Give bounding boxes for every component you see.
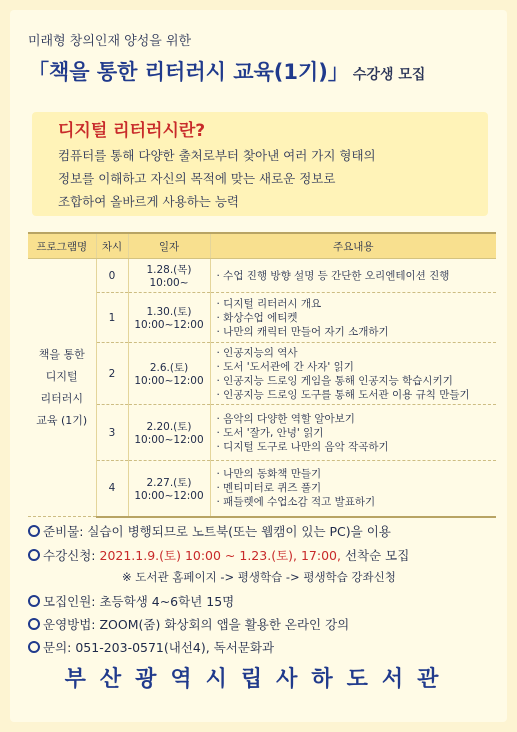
materials-text: 준비물: 실습이 병행되므로 노트북(또는 웹캠이 있는 PC)을 이용	[43, 524, 391, 539]
program-name	[28, 259, 96, 517]
topic-item: · 인공지능 드로잉 게임을 통해 인공지능 학습시키기	[216, 374, 453, 387]
session-date	[128, 293, 210, 343]
topic-item: · 도서 '도서관에 간 사자' 읽기	[216, 360, 354, 373]
program-name-line: 리터러시	[40, 391, 83, 405]
apply-label: 수강신청:	[43, 548, 100, 563]
header-topics: 주요내용	[210, 233, 496, 259]
contact-text: 문의: 051-203-0571(내선4), 독서문화과	[43, 640, 275, 655]
date-day: 1.28.(목)	[146, 264, 192, 276]
definition-line-2: 정보를 이해하고 자신의 목적에 맞는 새로운 정보로	[58, 171, 336, 186]
program-name-line: 책을 통한	[38, 347, 85, 361]
topic-item: · 나만의 캐릭터 만들어 자기 소개하기	[216, 325, 389, 338]
definition-heading: 디지털 리터러시란?	[58, 121, 206, 141]
definition-line-3: 조합하여 올바르게 사용하는 능력	[58, 194, 239, 209]
program-name-line: 디지털	[45, 369, 78, 383]
apply-period: 2021.1.9.(토) 10:00 ~ 1.23.(토), 17:00,	[99, 548, 341, 563]
topic-item: · 인공지능의 역사	[216, 346, 298, 359]
ring-bullet-icon	[28, 549, 40, 561]
topic-item: · 화상수업 에티켓	[216, 311, 298, 324]
session-number: 4	[96, 461, 128, 517]
date-time: 10:00~12:00	[134, 434, 204, 446]
topic-item: · 나만의 동화책 만들기	[216, 468, 322, 481]
date-time: 10:00~12:00	[134, 489, 204, 502]
table-header-row	[28, 233, 496, 259]
info-recruit	[28, 592, 234, 610]
schedule-table	[28, 232, 496, 518]
program-name-line: 교육 (1기)	[36, 413, 88, 427]
topic-item: · 도서 '잘가, 안녕' 읽기	[216, 426, 324, 439]
topic-item: · 패들렛에 수업소감 적고 발표하기	[216, 496, 376, 509]
poster-title	[28, 56, 498, 86]
info-contact	[28, 638, 274, 656]
ring-bullet-icon	[28, 595, 40, 607]
date-day: 1.30.(토)	[146, 306, 192, 318]
ring-bullet-icon	[28, 641, 40, 653]
topic-item: · 수업 진행 방향 설명 등 간단한 오리엔테이션 진행	[216, 269, 450, 282]
date-time: 10:00~12:00	[134, 375, 204, 387]
session-topics	[210, 405, 496, 461]
date-time: 10:00~12:00	[134, 319, 204, 331]
poster-title-main: 「책을 통한 리터러시 교육(1기)」	[28, 60, 349, 84]
header-session: 차시	[96, 233, 128, 259]
date-day: 2.27.(토)	[146, 476, 192, 489]
session-number: 0	[96, 259, 128, 293]
recruit-text: 모집인원: 초등학생 4~6학년 15명	[43, 594, 235, 609]
poster-subtitle: 미래형 창의인재 양성을 위한	[28, 34, 192, 49]
session-date	[128, 405, 210, 461]
session-date	[128, 461, 210, 517]
topic-item: · 음악의 다양한 역할 알아보기	[216, 412, 355, 425]
session-date	[128, 259, 210, 293]
table-row	[28, 259, 496, 293]
session-number: 2	[96, 343, 128, 405]
table-row	[28, 343, 496, 405]
topic-item: · 멘티미터로 퀴즈 풀기	[216, 482, 322, 495]
table-row	[28, 293, 496, 343]
session-topics	[210, 293, 496, 343]
info-apply-path: ※ 도서관 홈페이지 -> 평생학습 -> 평생학습 강좌신청	[122, 570, 396, 584]
session-number: 3	[96, 405, 128, 461]
header-program: 프로그램명	[28, 233, 96, 259]
session-date	[128, 343, 210, 405]
topic-item: · 디지털 리터러시 개요	[216, 297, 322, 310]
session-topics	[210, 343, 496, 405]
ring-bullet-icon	[28, 618, 40, 630]
apply-note: 선착순 모집	[340, 548, 410, 563]
header-date: 일자	[128, 233, 210, 259]
date-time: 10:00~	[149, 277, 189, 289]
table-row	[28, 405, 496, 461]
ring-bullet-icon	[28, 525, 40, 537]
session-topics	[210, 461, 496, 517]
method-text: 운영방법: ZOOM(줌) 화상회의 앱을 활용한 온라인 강의	[43, 617, 350, 632]
poster-title-suffix: 수강생 모집	[352, 67, 426, 83]
library-name: 부산광역시립사하도서관	[64, 667, 453, 692]
definition-line-1: 컴퓨터를 통해 다양한 출처로부터 찾아낸 여러 가지 형태의	[58, 148, 376, 163]
table-row	[28, 461, 496, 517]
topic-item: · 인공지능 드로잉 도구를 통해 도서관 이용 규칙 만들기	[216, 388, 470, 401]
session-topics	[210, 259, 496, 293]
info-materials	[28, 522, 391, 540]
topic-item: · 디지털 도구로 나만의 음악 작곡하기	[216, 440, 389, 453]
date-day: 2.20.(토)	[146, 421, 192, 433]
session-number: 1	[96, 293, 128, 343]
info-method	[28, 615, 349, 633]
date-day: 2.6.(토)	[149, 362, 189, 374]
info-apply	[28, 546, 409, 564]
